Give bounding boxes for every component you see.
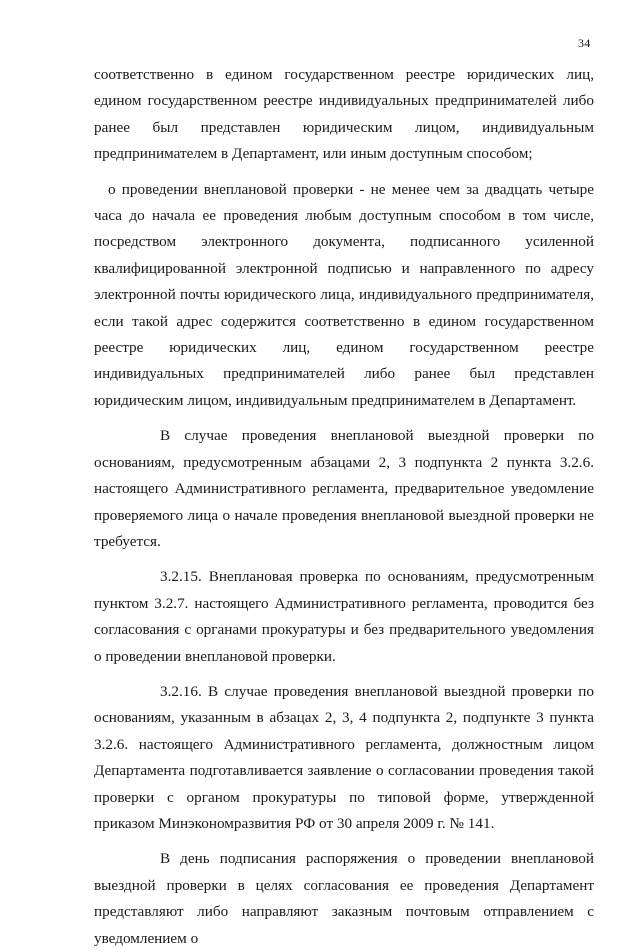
paragraph-3-2-16: 3.2.16. В случае проведения внеплановой выездной проверки по основаниям, указанным в абзацах 2, 3, 4 подпункта 2, подпункте 3 пункта 3.2.6. настоящего Административного регламента, должностным лицом Департамента подготавливается заявление о согласовании проведения такой проверки с органом прокуратуры по типовой форме, утвержденной приказом Минэкономразвития РФ от 30 апреля 2009 г. № 141. <box>94 682 594 832</box>
paragraph-unscheduled-inspection-notice: о проведении внеплановой проверки - не менее чем за двадцать четыре часа до начала ее проведения любым доступным способом в том числе, посредством электронного документа, подписанного усиленной квалифицированной электронной подписью и направленного по адресу электронной почты юридического лица, индивидуального предпринимателя, если такой адрес содержится соответственно в едином государственном реестре юридических лиц, едином государственном реестре индивидуальных предпринимателей либо ранее был представлен юридическим лицом, индивидуальным предпринимателем в Департамент. <box>94 180 594 409</box>
paragraph-3-2-15: 3.2.15. Внеплановая проверка по основаниям, предусмотренным пунктом 3.2.7. настоящего Административного регламента, проводится без согласования с органами прокуратуры и без предварительного уведомления о проведении внеплановой проверки. <box>94 568 594 665</box>
paragraph-no-prior-notice: В случае проведения внеплановой выездной проверки по основаниям, предусмотренным абзацами 2, 3 подпункта 2 пункта 3.2.6. настоящего Административного регламента, предварительное уведомление проверяемого лица о начале проведения внеплановой выездной проверки не требуется. <box>94 427 594 550</box>
paragraph-signing-day: В день подписания распоряжения о проведении внеплановой выездной проверки в целях согласования ее проведения Департамент представляют либо направляют заказным почтовым отправлением с уведомлением о <box>94 850 594 947</box>
document-body <box>94 62 594 952</box>
page-number: 34 <box>578 36 591 50</box>
paragraph-continuation: соответственно в едином государственном реестре юридических лиц, едином государственном реестре индивидуальных предпринимателей либо ранее был представлен юридическим лицом, индивидуальным предпринимателем в Департамент, или иным доступным способом; <box>94 66 594 163</box>
